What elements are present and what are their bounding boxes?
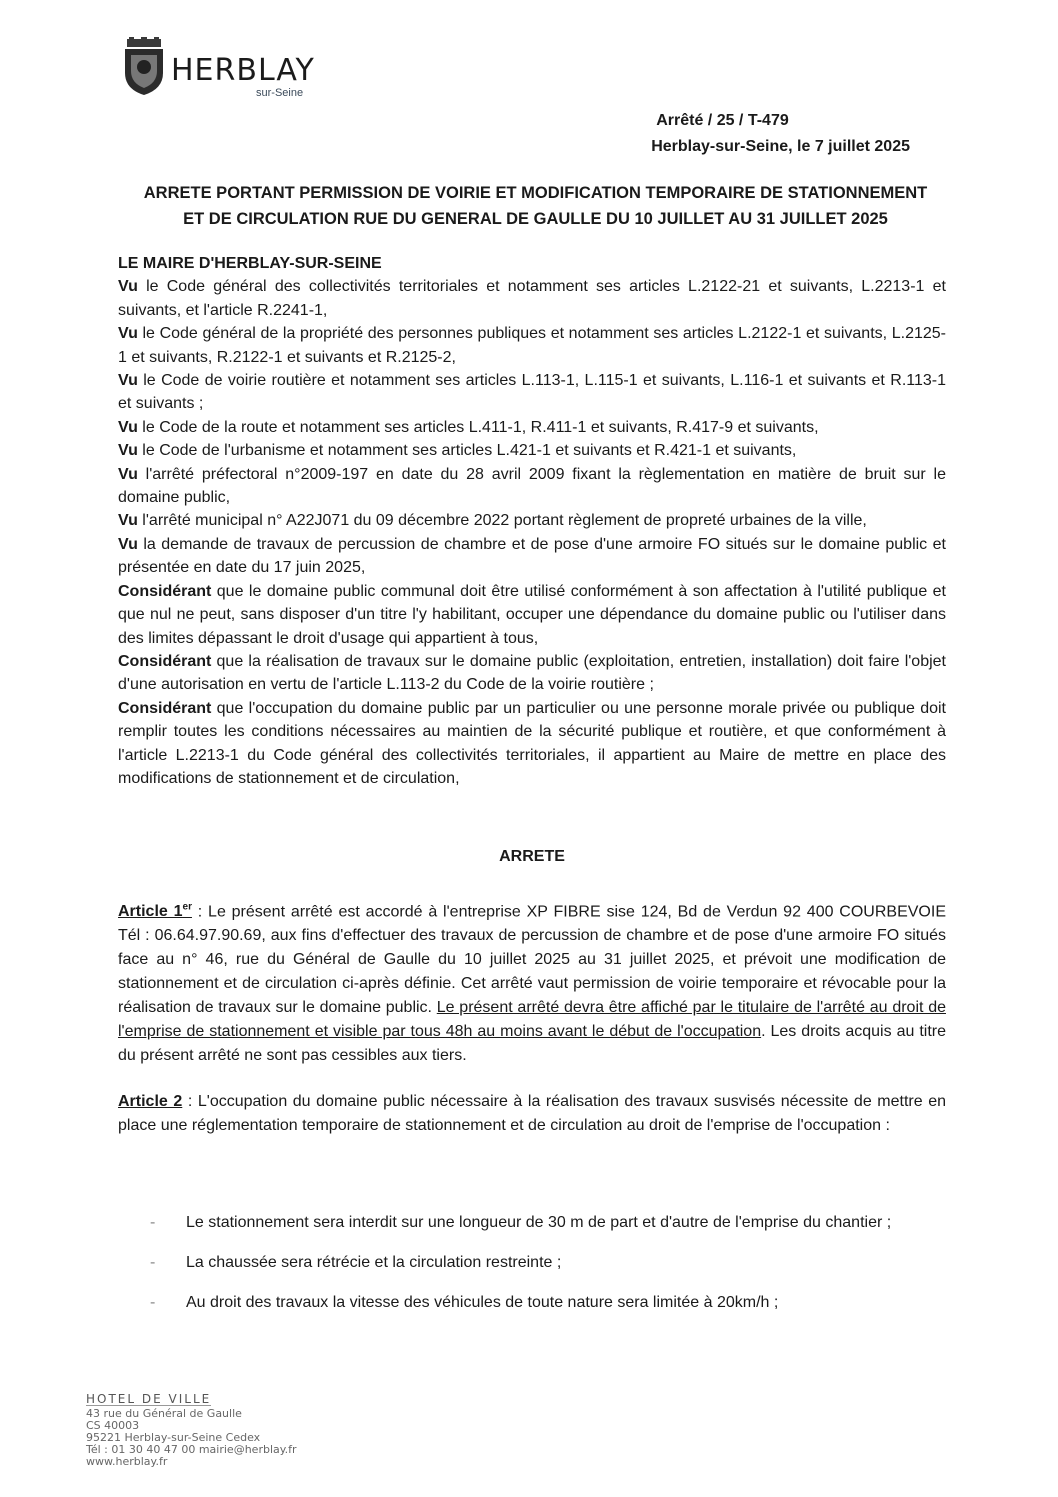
authority-heading: LE MAIRE D'HERBLAY-SUR-SEINE xyxy=(118,255,382,272)
logo-subtitle: sur-Seine xyxy=(256,87,304,99)
decree-title xyxy=(118,180,953,232)
decree-title-line-2: ET DE CIRCULATION RUE DU GENERAL DE GAULLE DU 10 JUILLET AU 31 JUILLET 2025 xyxy=(183,210,888,228)
article-2 xyxy=(118,1090,946,1138)
preamble-item: Vu l'arrêté préfectoral n°2009-197 en date du 28 avril 2009 fixant la règlementation en matière de bruit sur le domaine public, xyxy=(118,465,946,507)
preamble xyxy=(118,252,946,790)
list-item: - Au droit des travaux la vitesse des véhicules de toute nature sera limitée à 20km/h ; xyxy=(150,1286,950,1320)
city-crest-icon xyxy=(121,37,167,97)
dash-bullet-icon: - xyxy=(150,1214,156,1231)
decree-title-line-1: ARRETE PORTANT PERMISSION DE VOIRIE ET MODIFICATION TEMPORAIRE DE STATIONNEMENT xyxy=(143,184,928,202)
article-1-tail: . Les droits acquis au titre du présent arrêté ne sont pas cessibles aux tiers. xyxy=(118,1023,947,1065)
decree-number: Arrêté / 25 / T-479 xyxy=(656,112,789,129)
preamble-item: Vu le Code général de la propriété des personnes publiques et notamment ses articles L.2122-1 et suivants, L.2125-1 et suivants, R.2122-1 et suivants et R.2125-2, xyxy=(118,325,946,366)
preamble-item: Considérant que le domaine public communal doit être utilisé conformément à son affectation à l'utilité publique et que nul ne peut, sans disposer d'un titre l'y habilitant, occuper une dépendance du domaine public ou l'utiliser dans des limites dépassant le droit d'usage qui appartient à tous, xyxy=(118,582,946,647)
dash-bullet-icon: - xyxy=(150,1254,156,1271)
decree-reference xyxy=(651,108,910,160)
preamble-item: Vu la demande de travaux de percussion de chambre et de pose d'une armoire FO situés sur le domaine public et présentée en date du 17 juin 2025, xyxy=(118,535,946,577)
footer-line: Tél : 01 30 40 47 00 mairie@herblay.fr xyxy=(86,1443,297,1456)
article-1 xyxy=(118,896,946,1068)
article-1-display-obligation: Le présent arrêté devra être affiché par le titulaire de l'arrêté au droit de l'emprise de stationnement et visible par tous 48h au moins avant le début de l'occupation xyxy=(118,999,946,1041)
footer-line: 95221 Herblay-sur-Seine Cedex xyxy=(86,1431,261,1444)
footer-address xyxy=(86,1393,297,1468)
article-2-text: : L'occupation du domaine public nécessaire à la réalisation des travaux susvisés nécessite de mettre en place une réglementation temporaire de stationnement et de circulation au droit de l'emprise de l'occupation : xyxy=(118,1093,947,1134)
measures-list xyxy=(150,1206,950,1326)
article-2-label: Article 2 xyxy=(118,1093,183,1110)
decision-heading-wrap xyxy=(118,848,946,866)
herblay-logo xyxy=(113,35,333,105)
preamble-item: Vu le Code général des collectivités territoriales et notamment ses articles L.2122-21 et suivants, L.2213-1 et suivants, et l'article R.2241-1, xyxy=(118,278,946,319)
preamble-item: Vu le Code de l'urbanisme et notamment ses articles L.421-1 et suivants et R.421-1 et suivants, xyxy=(118,442,797,460)
article-1-text: : Le présent arrêté est accordé à l'entreprise XP FIBRE sise 124, Bd de Verdun 92 400 COURBEVOIE Tél : 06.64.97.90.69, aux fins d'effectuer des travaux de percussion de chambre et de pose d'une armoire FO situés face au n° 46, rue du Général de Gaulle du 10 juillet 2025 au 31 juillet 2025, et prévoit une modification de stationnement et de circulation ci-après définie. Cet arrêté vaut permission de voirie temporaire et révocable pour la réalisation de travaux sur le domaine public. xyxy=(118,903,946,1017)
article-1-label: Article 1er xyxy=(118,902,192,921)
decree-place-date: Herblay-sur-Seine, le 7 juillet 2025 xyxy=(651,138,910,155)
dash-bullet-icon: - xyxy=(150,1294,156,1311)
decision-heading: ARRETE xyxy=(499,848,565,865)
list-item: - La chaussée sera rétrécie et la circulation restreinte ; xyxy=(150,1246,950,1280)
preamble-item: Considérant que la réalisation de travaux sur le domaine public (exploitation, entretien, installation) doit faire l'objet d'une autorisation en vertu de l'article L.113-2 du Code de la voirie routière ; xyxy=(118,652,946,694)
footer-heading: HOTEL DE VILLE xyxy=(86,1392,212,1406)
preamble-item: Vu l'arrêté municipal n° A22J071 du 09 décembre 2022 portant règlement de propreté urbaines de la ville, xyxy=(118,512,867,530)
footer-line: CS 40003 xyxy=(86,1419,140,1432)
preamble-item: Vu le Code de voirie routière et notamment ses articles L.113-1, L.115-1 et suivants, L.116-1 et suivants et R.113-1 et suivants ; xyxy=(118,372,946,413)
logo-brand: HERBLAY xyxy=(171,53,315,88)
footer-line: www.herblay.fr xyxy=(86,1455,168,1468)
preamble-item: Considérant que l'occupation du domaine public par un particulier ou une personne morale privée ou publique doit remplir toutes les conditions nécessaires au maintien de la sécurité publique et routière, et que conformément à l'article L.2213-1 du Code général des collectivités territoriales, il appartient au Maire de mettre en place des modifications de stationnement et de circulation, xyxy=(118,699,946,787)
footer-line: 43 rue du Général de Gaulle xyxy=(86,1407,242,1420)
list-item: - Le stationnement sera interdit sur une longueur de 30 m de part et d'autre de l'emprise du chantier ; xyxy=(150,1206,950,1240)
preamble-item: Vu le Code de la route et notamment ses articles L.411-1, R.411-1 et suivants, R.417-9 et suivants, xyxy=(118,418,819,436)
